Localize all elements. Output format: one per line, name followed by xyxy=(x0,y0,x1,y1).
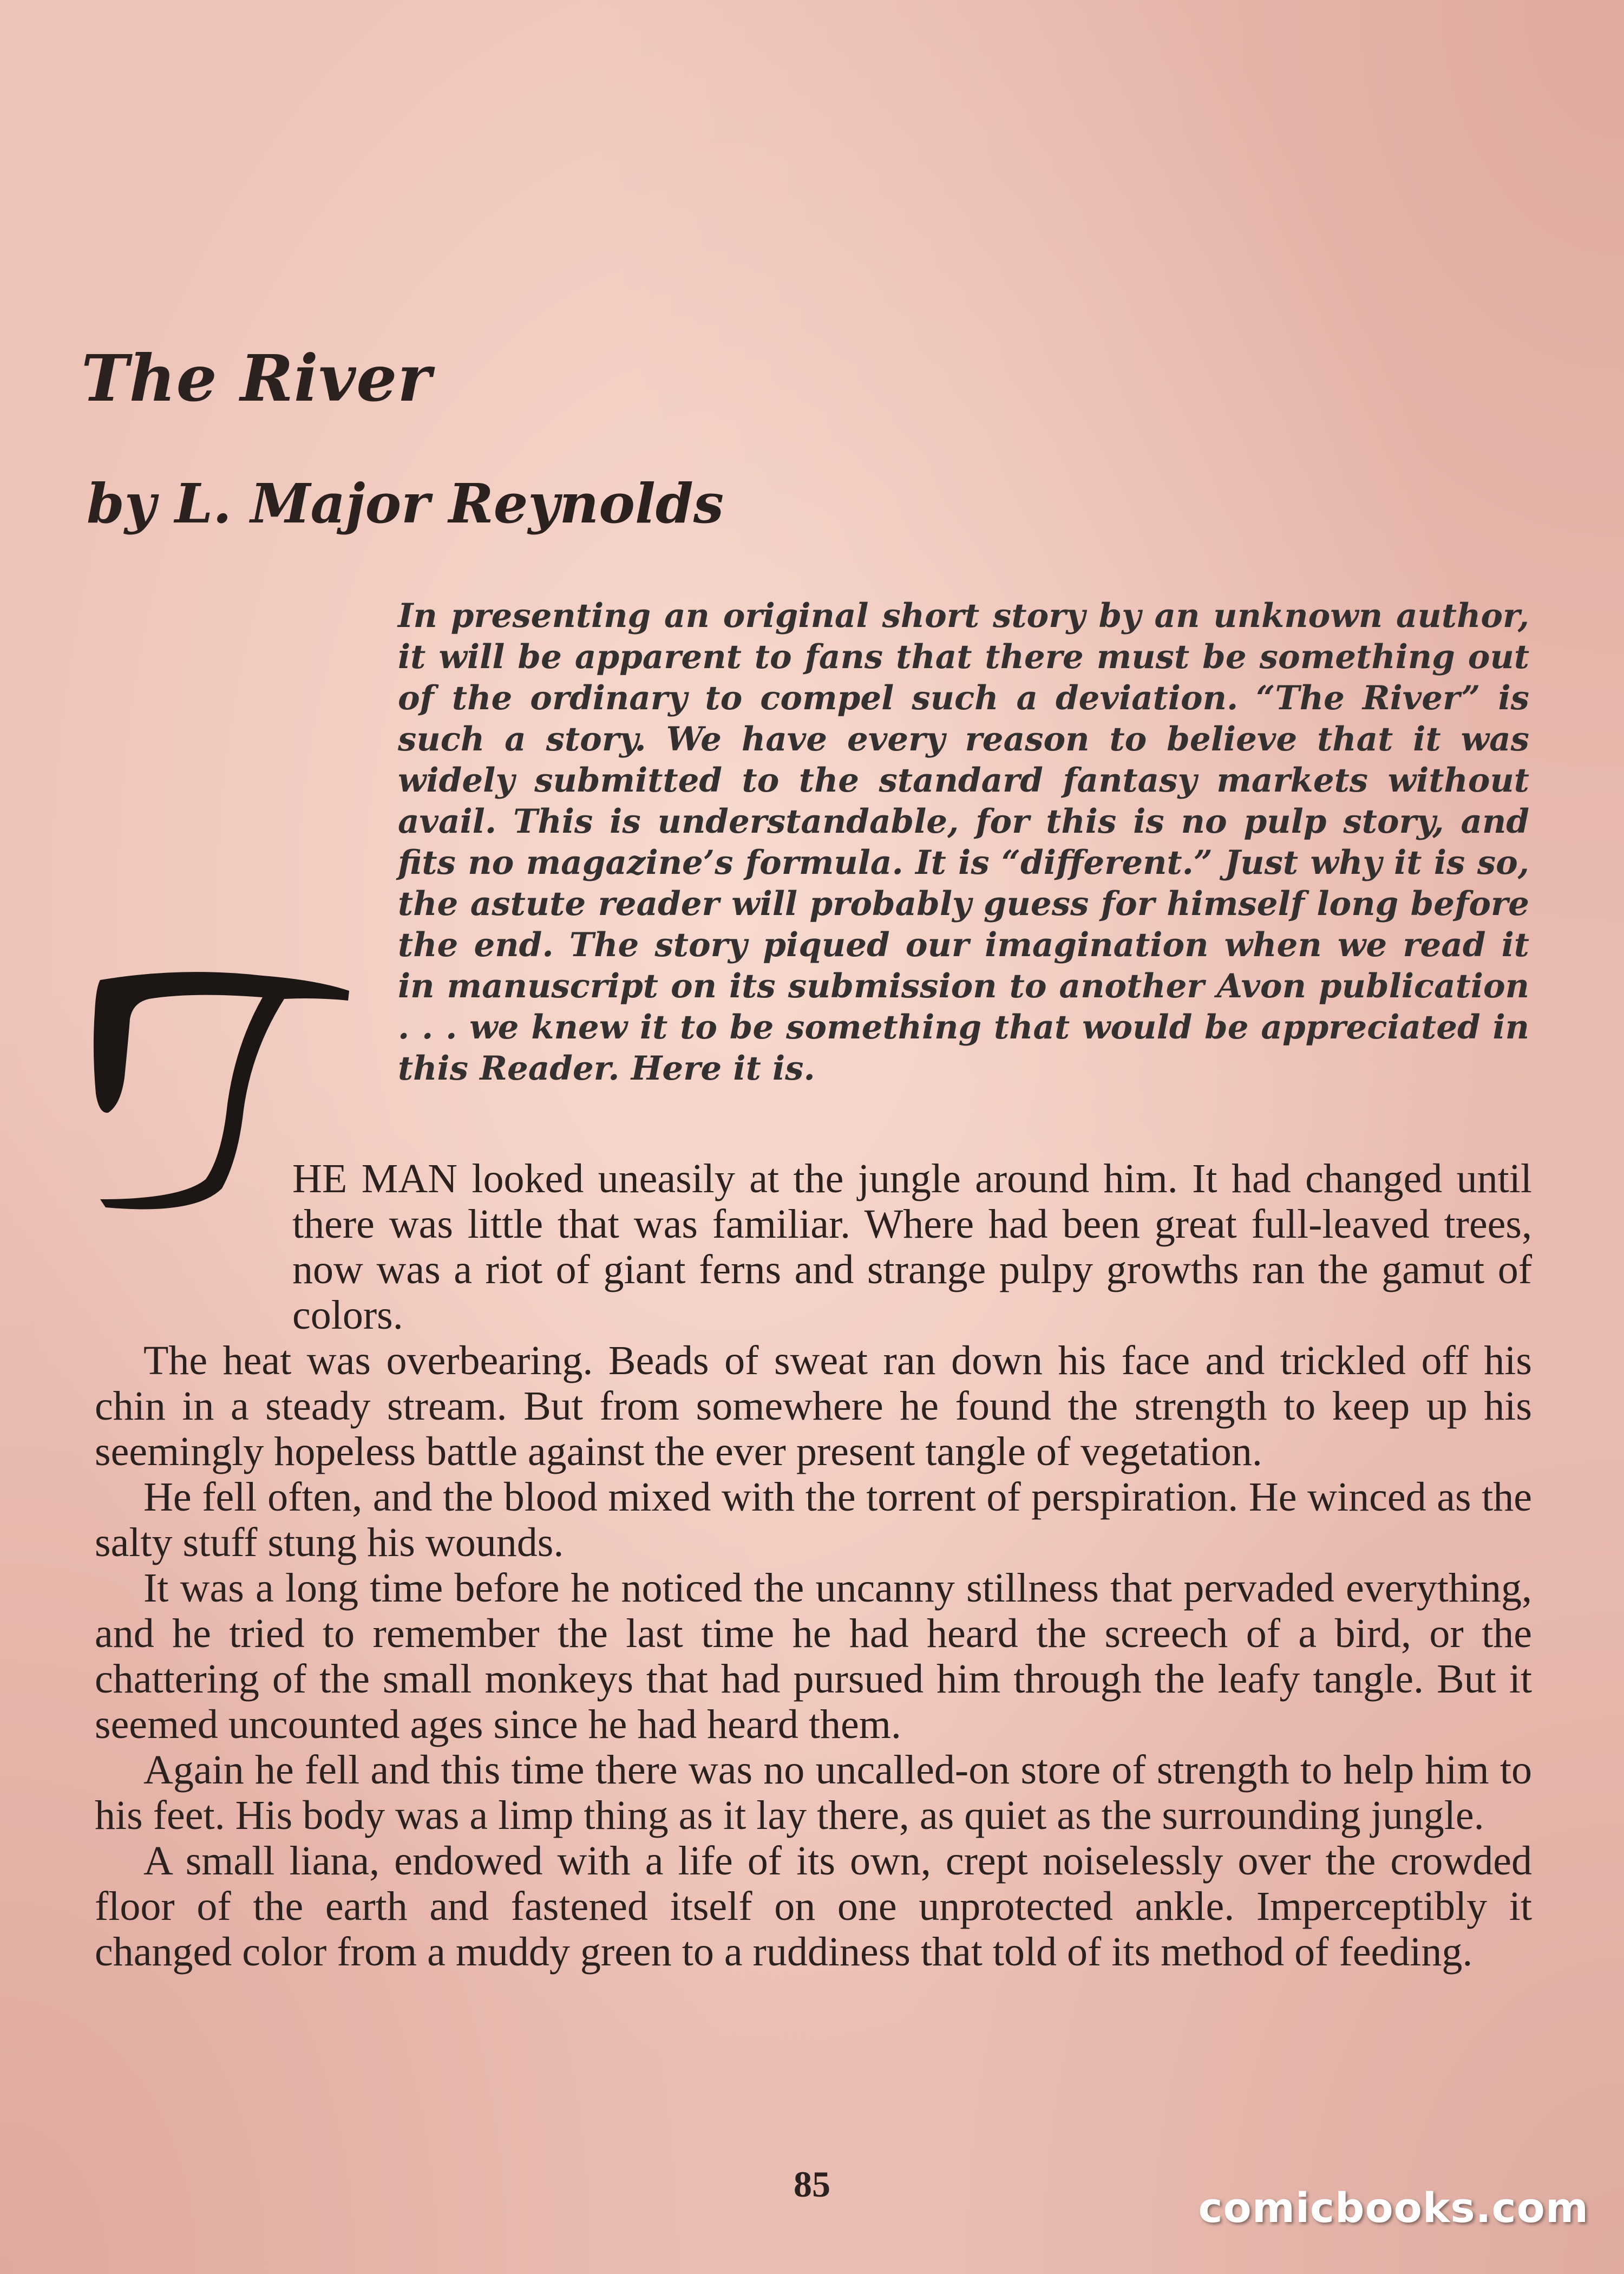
story-paragraph-4: It was a long time before he noticed the uncanny stillness that pervaded everything, and he tried to remember the last time he had heard the screech of a bird, or the chattering of the small monkeys that had pursued him through the leafy tangle. But it seemed uncounted ages since he had heard them. xyxy=(95,1565,1532,1747)
editor-introduction: In presenting an original short story by an unknown author, it will be apparent to fans that there must be something out of the ordinary to compel such a deviation. “The River” is such a story. We have every reason to believe that it was widely submitted to the standard fantasy markets without avail. This is understandable, for this is no pulp story, and fits no magazine’s formula. It is “different.” Just why it is so, the astute reader will probably guess for himself long before the end. The story piqued our imagination when we read it in manuscript on its submission to another Avon publication . . . we knew it to be something that would be appreciated in this Reader. Here it is. xyxy=(398,597,1529,1088)
story-paragraph-1: HE MAN looked uneasily at the jungle around him. It had changed until there was little that was familiar. Where had been great full-leaved trees, now was a riot of giant ferns and strange pulpy growths ran the gamut of colors. xyxy=(292,1156,1532,1338)
story-title: The River xyxy=(81,341,432,416)
watermark-text: comicbooks.com xyxy=(1198,2184,1589,2232)
story-paragraph-6: A small liana, endowed with a life of its own, crept noiselessly over the crowded floor of the earth and fastened itself on one unprotected ankle. Imperceptibly it changed color from a muddy green to a ruddiness that told of its method of feeding. xyxy=(95,1838,1532,1975)
story-paragraph-3: He fell often, and the blood mixed with the torrent of perspiration. He winced as the salty stuff stung his wounds. xyxy=(95,1474,1532,1565)
story-paragraph-5: Again he fell and this time there was no uncalled-on store of strength to help him to his feet. His body was a limp thing as it lay there, as quiet as the surrounding jungle. xyxy=(95,1747,1532,1838)
story-paragraph-2: The heat was overbearing. Beads of sweat ran down his face and trickled off his chin in a steady stream. But from somewhere he found the strength to keep up his seemingly hopeless battle against the ever present tangle of vegetation. xyxy=(95,1338,1532,1474)
page-number: 85 xyxy=(794,2164,830,2205)
story-body xyxy=(95,1156,1532,1975)
story-byline: by L. Major Reynolds xyxy=(87,472,724,535)
